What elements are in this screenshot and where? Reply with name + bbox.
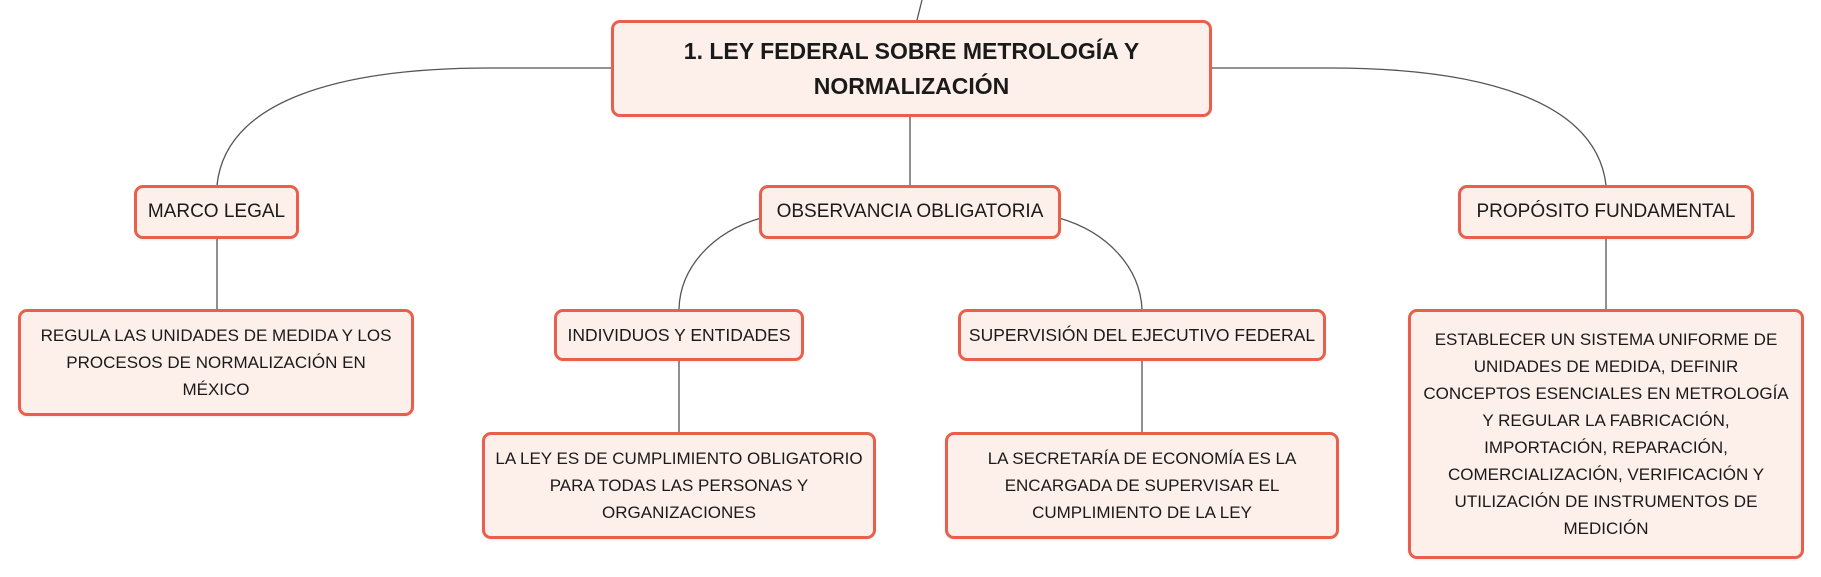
- supervision-detail-node[interactable]: [945, 432, 1339, 539]
- supervision-label: SUPERVISIÓN DEL EJECUTIVO FEDERAL: [968, 325, 1316, 345]
- supervision-detail-text: LA SECRETARÍA DE ECONOMÍA ES LA ENCARGADA DE SUPERVISAR EL CUMPLIMIENTO DE LA LEY: [987, 449, 1297, 522]
- connector-root-to-proposito: [1210, 68, 1606, 185]
- root-topic-label: 1. LEY FEDERAL SOBRE METROLOGÍA Y NORMALIZACIÓN: [683, 37, 1140, 99]
- proposito-detail-text: ESTABLECER UN SISTEMA UNIFORME DE UNIDADES DE MEDIDA, DEFINIR CONCEPTOS ESENCIALES EN METROLOGÍA Y REGULAR LA FABRICACIÓN, IMPORTACIÓN, REPARACIÓN, COMERCIALIZACIÓN, VERIFICACIÓN Y UTILIZACIÓN DE INSTRUMENTOS DE MEDICIÓN: [1423, 330, 1789, 538]
- connector-observancia-to-supervision: [1059, 218, 1142, 309]
- connector-root-to-marco-legal: [217, 68, 611, 185]
- connector-observancia-to-individuos: [679, 218, 761, 309]
- marco-legal-label: MARCO LEGAL: [147, 201, 286, 222]
- individuos-node[interactable]: [554, 309, 804, 361]
- individuos-detail-text: LA LEY ES DE CUMPLIMIENTO OBLIGATORIO PARA TODAS LAS PERSONAS Y ORGANIZACIONES: [495, 449, 863, 522]
- marco-legal-detail-node[interactable]: [18, 309, 414, 416]
- individuos-detail-node[interactable]: [482, 432, 876, 539]
- proposito-detail-node[interactable]: [1408, 309, 1804, 559]
- observancia-node[interactable]: [759, 185, 1061, 239]
- individuos-label: INDIVIDUOS Y ENTIDADES: [567, 325, 791, 345]
- marco-legal-node[interactable]: [134, 185, 299, 239]
- marco-legal-detail-text: REGULA LAS UNIDADES DE MEDIDA Y LOS PROCESOS DE NORMALIZACIÓN EN MÉXICO: [40, 326, 392, 399]
- proposito-node[interactable]: [1458, 185, 1754, 239]
- supervision-node[interactable]: [958, 309, 1326, 361]
- root-topic-node[interactable]: [611, 20, 1212, 117]
- observancia-label: OBSERVANCIA OBLIGATORIA: [776, 201, 1044, 222]
- proposito-label: PROPÓSITO FUNDAMENTAL: [1476, 201, 1736, 222]
- connector-parent-to-root: [917, 0, 922, 20]
